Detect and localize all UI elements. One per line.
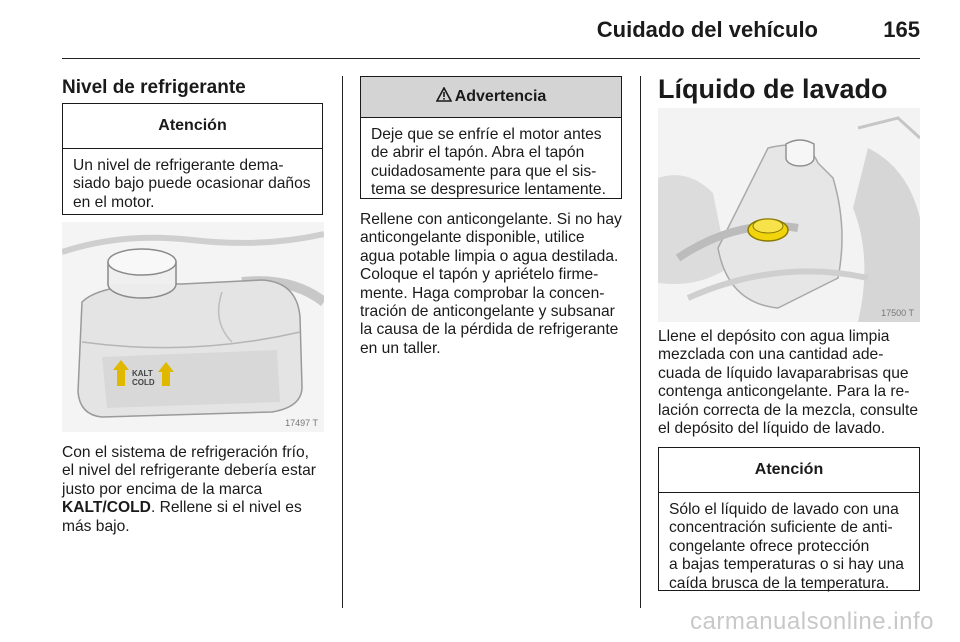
coolant-reservoir-illustration (62, 222, 324, 432)
notice-box-washer (658, 447, 920, 591)
column-divider-right (640, 76, 641, 608)
column-divider-left (342, 76, 343, 608)
washer-reservoir-illustration (658, 108, 920, 322)
coolant-level-paragraph (62, 444, 330, 536)
washer-fill-paragraph: Llene el depósito con agua limpia mezclada con una cantidad ade- cuada de líquido lavaparabrisas que contenga anticongelante. Para la re- lación correcta de la mezcla, consulte el depósito del líquido de lavado. (658, 328, 919, 438)
figure-number: 17497 T (285, 418, 318, 428)
figure-coolant-reservoir (62, 222, 324, 432)
notice-text: Un nivel de refrigerante dema- siado bajo puede ocasionar daños en el motor. (73, 157, 311, 211)
paragraph-line: el nivel del refrigerante debería estar (62, 462, 316, 480)
figure-washer-reservoir (658, 108, 920, 322)
warning-icon (436, 87, 452, 107)
watermark: carmanualsonline.info (690, 608, 934, 635)
paragraph-line: justo por encima de la marca (62, 480, 263, 498)
section-title-coolant-level: Nivel de refrigerante (62, 77, 246, 98)
warning-heading: Advertencia (454, 88, 547, 105)
figure-number: 17500 T (881, 308, 914, 318)
notice-box-coolant (62, 103, 323, 215)
warning-header (361, 77, 621, 118)
notice-text: Sólo el líquido de lavado con una concentración suficiente de anti- congelante ofrece protección a bajas temperaturas o si hay una caída brusca de la temperatura. (669, 501, 904, 592)
warning-box (360, 76, 622, 199)
paragraph-line: Con el sistema de refrigeración frío, (62, 444, 310, 461)
page-number: 165 (883, 17, 920, 42)
refill-paragraph: Rellene con anticongelante. Si no hay anticongelante disponible, utilice agua potable limpia o agua destilada. Coloque el tapón y apriételo firme- mente. Haga comprobar la concen- tración de anticongelante y subsanar la causa de la pérdida de refrigerante en un taller. (360, 211, 622, 357)
paragraph-tail: . Rellene si el nivel es más bajo. (62, 499, 302, 535)
page-header-title: Cuidado del vehículo (596, 17, 818, 42)
section-title-washer-fluid: Líquido de lavado (658, 74, 888, 104)
header-divider (62, 58, 920, 59)
warning-text: Deje que se enfríe el motor antes de abrir el tapón. Abra el tapón cuidadosamente para que el sis- tema se despresurice lentamente. (371, 126, 606, 199)
notice-heading: Atención (659, 448, 919, 493)
notice-heading: Atención (63, 104, 322, 149)
reservoir-marking: KALT COLD (132, 369, 155, 387)
cold-marking-label: KALT/COLD (62, 499, 151, 517)
